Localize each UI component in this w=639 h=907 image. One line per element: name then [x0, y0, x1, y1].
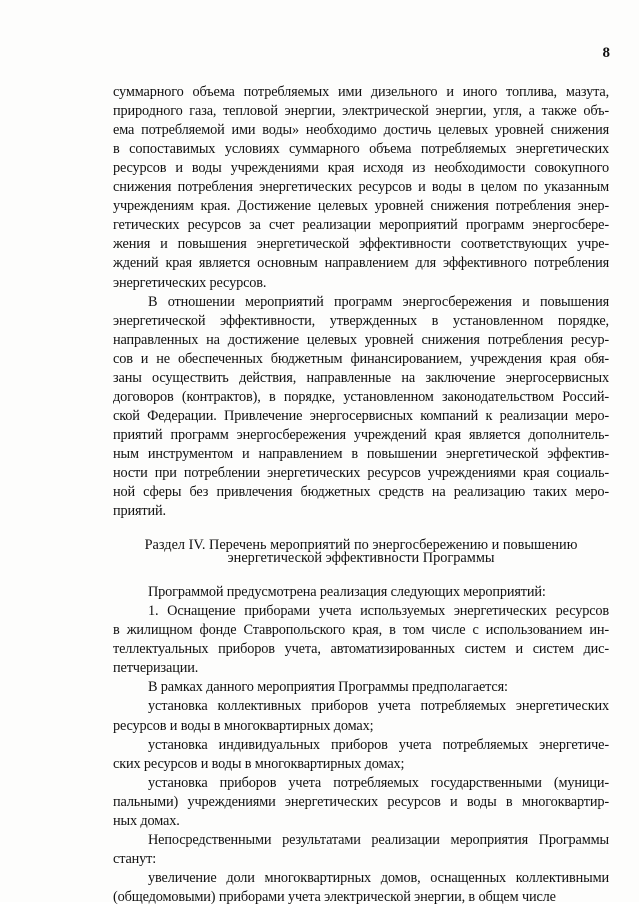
section-heading-line: энергетической эффективности Программы: [227, 550, 495, 567]
para6-line: увеличение доли многоквартирных домов, оснащенных коллективными: [148, 869, 609, 886]
item1-line: 1. Оснащение приборами учета используемых энергетических ресурсов: [148, 603, 609, 620]
bullet3-line: пальными) учреждениями энергетических ресурсов и воды в многоквартир-: [113, 793, 609, 810]
para1-line: суммарного объема потребляемых ими дизельного и иного топлива, мазута,: [113, 84, 609, 100]
para2-line: энергетической эффективности, утвержденных в установленном порядке,: [113, 312, 609, 329]
para2-line: договоров (контрактов), в порядке, установленном законодательством Россий-: [113, 388, 609, 405]
para2-line: В отношении мероприятий программ энергосбережения и повышения: [148, 293, 609, 310]
bullet2-line: установка индивидуальных приборов учета потребляемых энергетиче-: [148, 736, 609, 753]
para3-line: Программой предусмотрена реализация следующих мероприятий:: [148, 584, 546, 601]
para1-line: энергетических ресурсов.: [113, 274, 267, 291]
para1-line: снижения потребления энергетических ресурсов и воды в целом по указанным: [113, 179, 609, 196]
para2-line: приятий программ энергосбережения учреждений края является дополнитель-: [113, 426, 609, 443]
para5-line: станут:: [113, 850, 157, 867]
para6-line: (общедомовыми) приборами учета электрической энергии, в общем числе: [113, 888, 556, 905]
para1-line: ема потребляемой ими воды» необходимо достичь целевых уровней снижения: [113, 122, 609, 139]
para1-line: ждений края является основным направлением для эффективного потребления: [113, 255, 609, 272]
bullet3-line: установка приборов учета потребляемых государственными (муници-: [148, 774, 609, 791]
bullet1-line: ресурсов и воды в многоквартирных домах;: [113, 717, 374, 734]
para2-line: ной сферы без привлечения бюджетных средств на реализацию таких меро-: [113, 484, 609, 501]
para1-line: в сопоставимых условиях суммарного объема потребляемых энергетических: [113, 141, 609, 158]
para1-line: гетических ресурсов за счет реализации мероприятий программ энергосбере-: [113, 217, 609, 234]
para2-line: ской Федерации. Привлечение энергосервисных компаний к реализации меро-: [113, 407, 609, 424]
para2-line: ности при потреблении энергетических ресурсов учреждениями края социаль-: [113, 465, 609, 481]
para5-line: Непосредственными результатами реализации мероприятия Программы: [148, 831, 609, 848]
para2-line: приятий.: [113, 503, 166, 520]
page-number: 8: [602, 45, 610, 61]
para4-line: В рамках данного мероприятия Программы предполагается:: [148, 679, 508, 696]
bullet3-line: ных домах.: [113, 812, 180, 829]
para1-line: природного газа, тепловой энергии, электрической энергии, угля, а также объ-: [113, 103, 609, 120]
para2-line: направленных на достижение целевых уровней снижения потребления ресур-: [113, 331, 609, 348]
para1-line: ресурсов и воды учреждениями края исходя из необходимости совокупного: [113, 160, 609, 177]
bullet2-line: ских ресурсов и воды в многоквартирных домах;: [113, 755, 405, 772]
item1-line: теллектуальных приборов учета, автоматизированных систем и систем дис-: [113, 641, 609, 658]
para2-line: сов и не обеспеченных бюджетным финансированием, учреждения края обя-: [113, 350, 609, 367]
item1-line: петчеризации.: [113, 660, 199, 677]
para2-line: ным инструментом и направлением в повышении энергетической эффектив-: [113, 445, 609, 462]
bullet1-line: установка коллективных приборов учета потребляемых энергетических: [148, 698, 609, 715]
section-heading-line: Раздел IV. Перечень мероприятий по энергосбережению и повышению: [144, 537, 578, 554]
para1-line: учреждениям края. Достижение целевых уровней снижения потребления энер-: [113, 198, 609, 215]
para1-line: жения и повышения энергетической эффективности соответствующих учре-: [113, 236, 609, 253]
item1-line: в жилищном фонде Ставропольского края, в том числе с использованием ин-: [113, 622, 609, 639]
para2-line: заны осуществить действия, направленные на заключение энергосервисных: [113, 369, 609, 386]
